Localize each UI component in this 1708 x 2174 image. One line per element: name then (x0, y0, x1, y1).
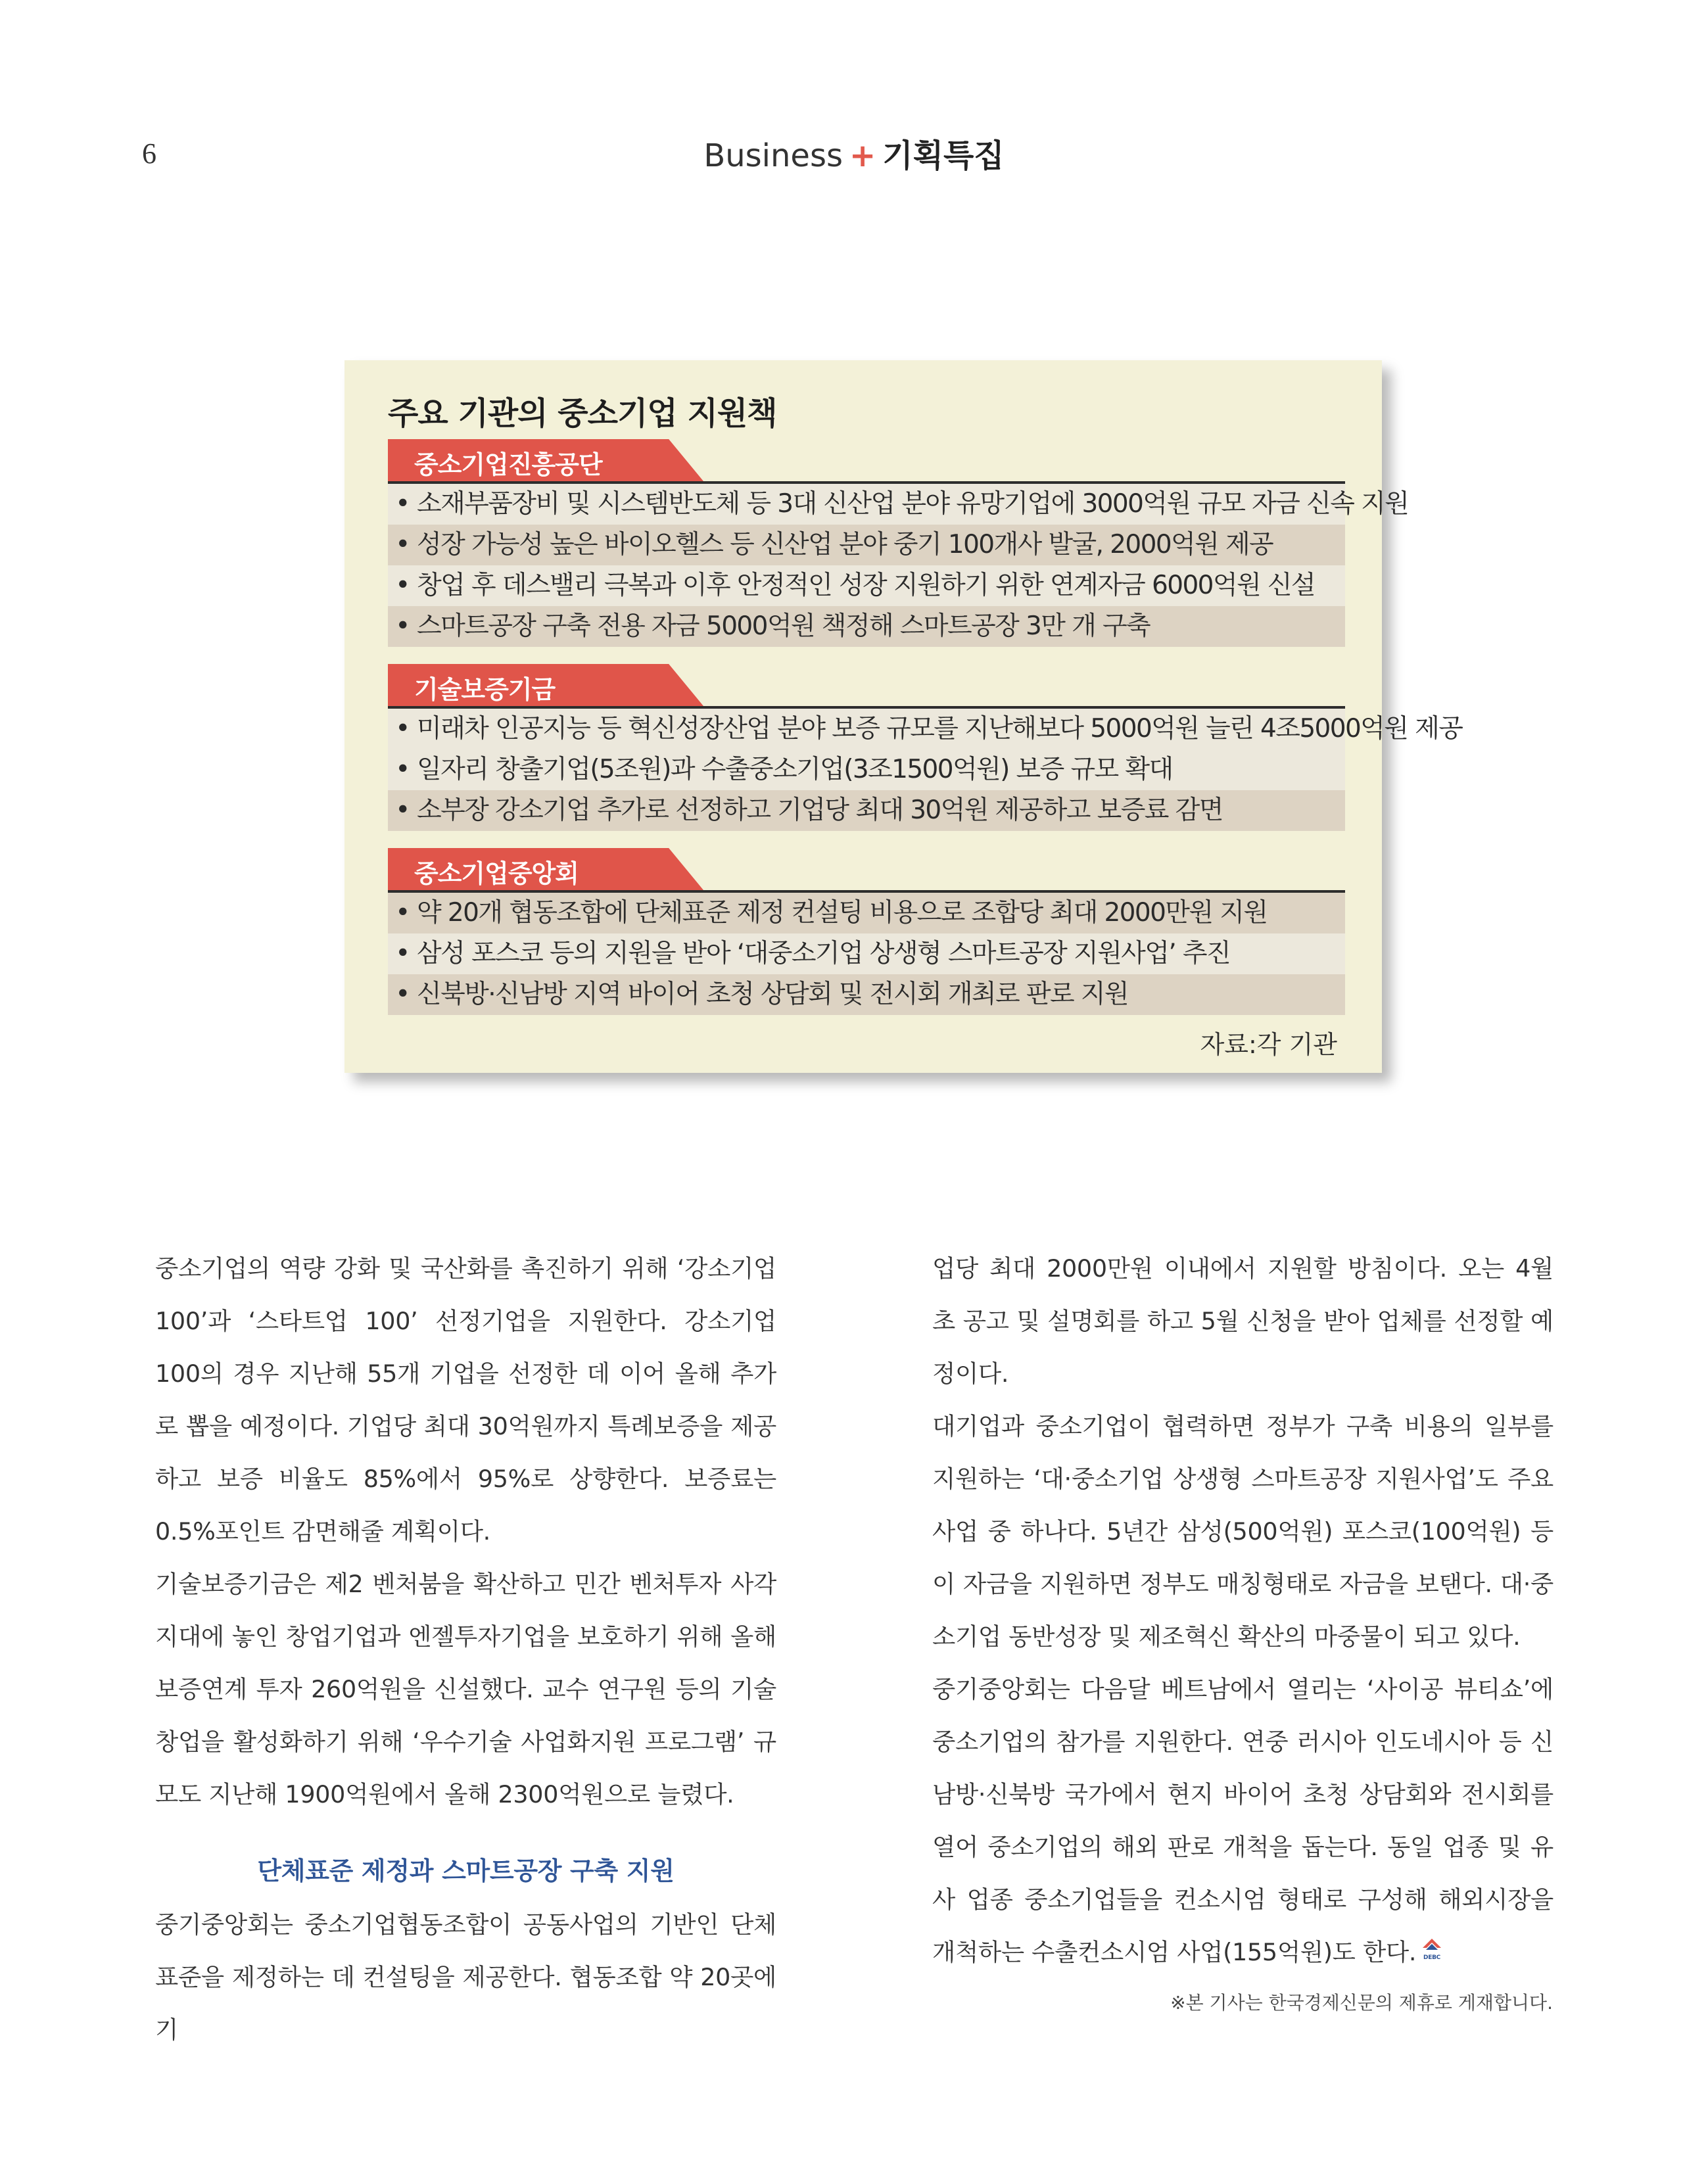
bullet-icon: • (395, 980, 410, 1009)
footnote: ※본 기사는 한국경제신문의 제휴로 게재합니다. (1170, 1992, 1553, 2014)
article-column-right (932, 1242, 1554, 1979)
box-title: 주요 기관의 중소기업 지원책 (388, 395, 777, 432)
list-item (388, 749, 1345, 790)
list-item (388, 893, 1345, 933)
plus-icon: + (849, 137, 876, 174)
bullet-icon: • (395, 795, 410, 825)
item-text: 일자리 창출기업(5조원)과 수출중소기업(3조1500억원) 보증 규모 확대 (417, 755, 1173, 784)
group-label: 중소기업진흥공단 (414, 450, 602, 479)
debc-logo-icon (1419, 1937, 1445, 1963)
list-item (388, 484, 1409, 525)
bullet-icon: • (395, 939, 410, 968)
item-text: 창업 후 데스밸리 극복과 이후 안정적인 성장 지원하기 위한 연계자금 6000억원 신설 (417, 571, 1315, 600)
bullet-icon: • (395, 571, 410, 600)
bullet-icon: • (395, 489, 410, 519)
list-item (388, 790, 1345, 831)
support-policy-box (344, 360, 1463, 1073)
paragraph: 기술보증기금은 제2 벤처붐을 확산하고 민간 벤처투자 사각지대에 놓인 창업기업과 엔젤투자기업을 보호하기 위해 올해 보증연계 투자 260억원을 신설했다. 교수 연구원 등의 기술창업을 활성화하기 위해 ‘우수기술 사업화지원 프로그램’ 규모도 지난해 1900억원에서 올해 2300억원으로 늘렸다. (155, 1570, 776, 1808)
group-header-kbiz (388, 848, 1345, 893)
item-text: 소부장 강소기업 추가로 선정하고 기업당 최대 30억원 제공하고 보증료 감면 (417, 795, 1223, 825)
item-text: 미래차 인공지능 등 혁신성장산업 분야 보증 규모를 지난해보다 5000억원 늘린 4조5000억원 제공 (417, 714, 1463, 744)
item-text: 스마트공장 구축 전용 자금 5000억원 책정해 스마트공장 3만 개 구축 (417, 611, 1151, 641)
group-header-kibo (388, 664, 1345, 709)
list-item (388, 933, 1345, 974)
group-label: 기술보증기금 (414, 675, 556, 704)
item-text: 성장 가능성 높은 바이오헬스 등 신산업 분야 중기 100개사 발굴, 2000억원 제공 (417, 530, 1273, 559)
list-item (388, 606, 1345, 647)
page-number: 6 (142, 137, 156, 170)
paragraph: 대기업과 중소기업이 협력하면 정부가 구축 비용의 일부를 지원하는 ‘대·중소기업 상생형 스마트공장 지원사업’도 주요 사업 중 하나다. 5년간 삼성(500억원) 포스코(100억원) 등이 자금을 지원하면 정부도 매칭형태로 자금을 보탠다. 대·중소기업 동반성장 및 제조혁신 확산의 마중물이 되고 있다. (932, 1412, 1554, 1651)
bullet-icon: • (395, 611, 410, 641)
bullet-icon: • (395, 898, 410, 928)
bullet-icon: • (395, 755, 410, 784)
article-column-left (155, 1242, 776, 2056)
section-left-label: Business (703, 137, 843, 174)
list-item (388, 565, 1345, 606)
list-item (388, 525, 1345, 565)
group-label: 중소기업중앙회 (414, 859, 579, 888)
source-note: 자료:각 기관 (1200, 1030, 1337, 1059)
paragraph: 업당 최대 2000만원 이내에서 지원할 방침이다. 오는 4월 초 공고 및 설명회를 하고 5월 신청을 받아 업체를 선정할 예정이다. (932, 1254, 1554, 1388)
bullet-icon: • (395, 530, 410, 559)
paragraph: 중소기업의 역량 강화 및 국산화를 촉진하기 위해 ‘강소기업 100’과 ‘스타트업 100’ 선정기업을 지원한다. 강소기업 100의 경우 지난해 55개 기업을 선정한 데 이어 올해 추가로 뽑을 예정이다. 기업당 최대 30억원까지 특례보증을 제공하고 보증 비율도 85%에서 95%로 상향한다. 보증료는 0.5%포인트 감면해줄 계획이다. (155, 1254, 776, 1546)
list-item (388, 709, 1463, 749)
item-text: 신북방·신남방 지역 바이어 초청 상담회 및 전시회 개최로 판로 지원 (417, 980, 1128, 1009)
group-header-sbc (388, 439, 1345, 484)
paragraph-with-end-mark (932, 1663, 1554, 1979)
section-subhead: 단체표준 제정과 스마트공장 구축 지원 (257, 1856, 675, 1885)
svg-text:DEBC: DEBC (1423, 1954, 1441, 1961)
item-text: 삼성 포스코 등의 지원을 받아 ‘대중소기업 상생형 스마트공장 지원사업’ 추진 (417, 939, 1231, 968)
running-header (0, 130, 1708, 176)
section-right-label: 기획특집 (882, 137, 1005, 174)
paragraph: 중기중앙회는 다음달 베트남에서 열리는 ‘사이공 뷰티쇼’에 중소기업의 참가를 지원한다. 연중 러시아 인도네시아 등 신남방·신북방 국가에서 현지 바이어 초청 상담회와 전시회를 열어 중소기업의 해외 판로 개척을 돕는다. 동일 업종 및 유사 업종 중소기업들을 컨소시엄 형태로 구성해 해외시장을 개척하는 수출컨소시엄 사업(155억원)도 한다. (932, 1675, 1554, 1966)
bullet-icon: • (395, 714, 410, 744)
item-text: 약 20개 협동조합에 단체표준 제정 컨설팅 비용으로 조합당 최대 2000만원 지원 (417, 898, 1268, 928)
item-text: 소재부품장비 및 시스템반도체 등 3대 신산업 분야 유망기업에 3000억원 규모 자금 신속 지원 (417, 489, 1409, 519)
paragraph: 중기중앙회는 중소기업협동조합이 공동사업의 기반인 단체표준을 제정하는 데 컨설팅을 제공한다. 협동조합 약 20곳에 기 (155, 1910, 776, 2044)
list-item (388, 974, 1345, 1015)
